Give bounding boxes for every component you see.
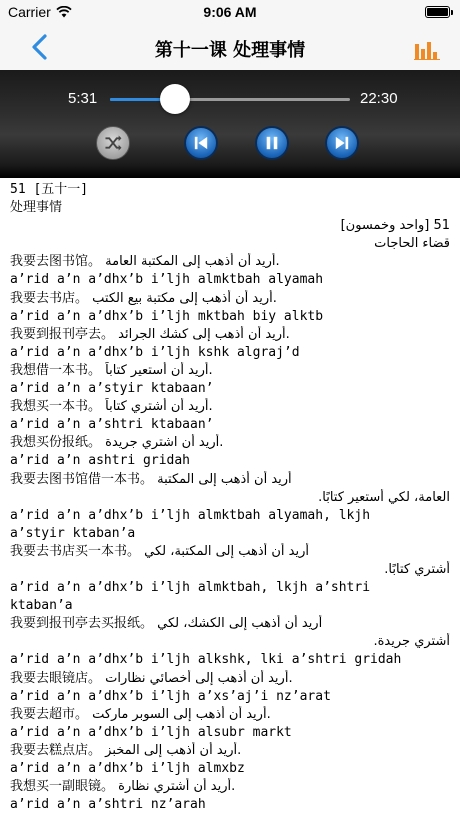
text-line: a’rid a’n a’dhx’b i’ljh almktbah alyamah, lkjh — [10, 507, 371, 523]
text-line: 我想借一本书。 أريد أن أستعير كتاباً. — [10, 362, 213, 378]
status-bar — [0, 0, 460, 24]
text-line: a’styir ktaban’a — [10, 525, 136, 541]
text-line: 51 [واحد وخمسون] — [340, 218, 450, 234]
pause-button[interactable] — [255, 126, 289, 160]
text-line: a’rid a’n a’dhx’b i’ljh alsubr markt — [10, 724, 292, 740]
text-line: أشتري كتابًا. — [384, 561, 450, 577]
text-line: a’rid a’n ashtri gridah — [10, 453, 191, 469]
text-line: أشتري جريدة. — [373, 634, 450, 650]
text-line: a’rid a’n a’styir ktabaan’ — [10, 381, 214, 397]
next-button[interactable] — [325, 126, 359, 160]
text-line: 我要去图书馆借一本书。 أريد أن أذهب إلى المكتبة — [10, 471, 292, 487]
current-time: 5:31 — [68, 90, 98, 107]
shuffle-button[interactable] — [96, 126, 130, 160]
next-icon — [327, 128, 357, 158]
page-title: 第十一课 处理事情 — [154, 40, 306, 61]
text-line: a’rid a’n a’dhx’b i’ljh kshk algraj’d — [10, 344, 300, 360]
text-line: 我要去书店买一本书。 أريد أن أذهب إلى المكتبة، لكي — [10, 543, 309, 559]
text-line: a’rid a’n a’dhx’b i’ljh almktbah, lkjh a’shtri — [10, 580, 371, 596]
pause-icon — [257, 128, 287, 158]
text-line: 我要去书店。 أريد أن أذهب إلى مكتبة بيع الكتب. — [10, 290, 277, 306]
carrier-label: Carrier — [8, 4, 51, 20]
text-line: 处理事情 — [10, 200, 63, 216]
previous-icon — [186, 128, 216, 158]
text-line: 我要去图书馆。 أريد أن أذهب إلى المكتبة العامة. — [10, 254, 280, 270]
text-line: a’rid a’n a’shtri ktabaan’ — [10, 417, 214, 433]
slider-thumb[interactable] — [160, 84, 190, 114]
equalizer-icon[interactable] — [414, 40, 440, 60]
navigation-bar — [0, 24, 460, 70]
shuffle-icon — [97, 127, 129, 159]
text-line: a’rid a’n a’dhx’b i’ljh almxbz — [10, 761, 245, 776]
audio-player — [0, 70, 460, 178]
text-line: 我要去眼镜店。 أريد أن أذهب إلى أخصائي نظارات. — [10, 670, 293, 686]
text-line: 51 [五十一] — [10, 182, 89, 197]
text-line: 我要去超市。 أريد أن أذهب إلى السوبر ماركت. — [10, 706, 271, 722]
text-line: العامة، لكي أستعير كتابًا. — [318, 489, 450, 505]
text-line: a’rid a’n a’dhx’b i’ljh alkshk, lki a’shtri gridah — [10, 652, 402, 668]
text-line: ktaban’a — [10, 598, 73, 614]
progress-slider[interactable] — [110, 98, 350, 101]
text-line: 我想买一副眼镜。 أريد أن أشتري نظارة. — [10, 779, 236, 795]
text-line: a’rid a’n a’dhx’b i’ljh almktbah alyamah — [10, 272, 324, 288]
status-time: 9:06 AM — [203, 4, 257, 20]
text-line: a’rid a’n a’dhx’b i’ljh a’xs’aj’i nz’arat — [10, 688, 331, 704]
back-chevron-icon[interactable] — [28, 34, 52, 60]
previous-button[interactable] — [184, 126, 218, 160]
lesson-text — [0, 178, 460, 818]
text-line: 我想买一本书。 أريد أن أشتري كتاباً. — [10, 399, 213, 415]
battery-icon — [425, 6, 450, 18]
text-line: a’rid a’n a’shtri nz’arah — [10, 797, 206, 813]
text-line: 我要到报刊亭去。 أريد أن أذهب إلى كشك الجرائد. — [10, 326, 290, 342]
text-line: a’rid a’n a’dhx’b i’ljh mktbah biy alktb — [10, 308, 324, 324]
text-line: 我要到报刊亭去买报纸。 أريد أن أذهب إلى الكشك، لكي — [10, 616, 323, 632]
total-time: 22:30 — [360, 90, 398, 107]
text-line: قضاء الحاجات — [374, 236, 450, 252]
text-line: 我想买份报纸。 أريد أن اشتري جريدة. — [10, 435, 224, 451]
text-line: 我要去糕点店。 أريد أن أذهب إلى المخبز. — [10, 742, 242, 758]
